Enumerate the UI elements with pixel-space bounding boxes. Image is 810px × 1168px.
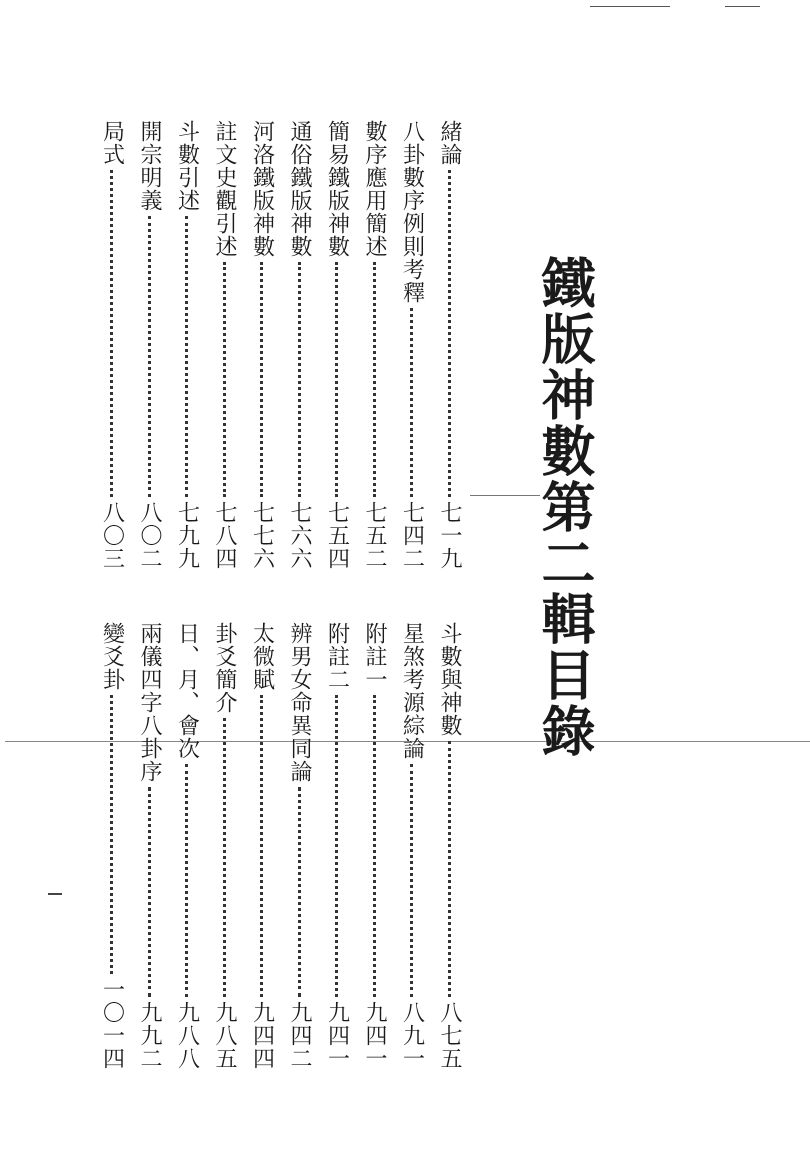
toc-entry [174,120,200,570]
toc-entry-title: 斗數與神數 [437,622,462,737]
toc-entry-page: 九四一 [362,1001,387,1070]
toc-entry [324,622,350,1070]
toc-entry-page: 七一九 [437,501,462,570]
toc-entry-page: 九九二 [137,1001,162,1070]
toc-entry-title: 緒論 [437,120,462,166]
toc-entry-title: 兩儀四字八卦序 [137,622,162,783]
toc-entry-page: 八〇三 [99,501,125,570]
leader-dots [410,764,413,997]
leader-dots [260,695,263,997]
leader-dots [298,262,301,497]
toc-entry-page: 九四二 [287,1001,312,1070]
toc-entry-page: 一〇一四 [99,978,125,1070]
scan-line-top [590,6,670,7]
leader-dots [223,718,226,997]
toc-entry-page: 九四四 [249,1001,275,1070]
toc-entry-title: 河洛鐵版神數 [249,120,275,258]
leader-dots [373,695,376,997]
toc-entry [324,120,350,570]
toc-entry-title: 變爻卦 [99,622,125,691]
toc-entry-title: 星煞考源綜論 [399,622,425,760]
toc-entry-page: 七五四 [324,501,350,570]
scan-line-title [470,495,540,496]
toc-entry-page: 八七五 [437,1001,462,1070]
toc-entry [136,622,162,1070]
toc-entry [286,120,312,570]
toc-entry-title: 局式 [99,120,125,166]
toc-entry-title: 簡易鐵版神數 [324,120,350,258]
toc-entry [174,622,200,1070]
scan-line-top-right [725,6,760,7]
leader-dots [298,787,301,997]
leader-dots [410,308,413,497]
toc-entry [436,622,462,1070]
toc-entry [249,622,275,1070]
toc-entry [361,622,387,1070]
toc-entry-title: 附註二 [324,622,350,691]
leader-dots [223,262,226,497]
toc-entry-title: 八卦數序例則考釋 [399,120,425,304]
leader-dots [148,787,151,997]
leader-dots [448,741,451,997]
toc-entry [99,622,125,1070]
toc-entry-page: 七八四 [212,501,237,570]
leader-dots [110,170,113,497]
toc-entry-title: 通俗鐵版神數 [287,120,312,258]
toc-entry-page: 九四一 [324,1001,350,1070]
page-title: 鐵版神數第二輯目錄 [533,255,597,759]
toc-entry-page: 七五二 [362,501,387,570]
leader-dots [110,695,113,974]
leader-dots [185,216,188,497]
toc-entry-title: 日、月、會次 [174,622,200,760]
leader-dots [148,216,151,497]
leader-dots [260,262,263,497]
toc-entry-page: 七四二 [399,501,425,570]
scan-mark-left [48,893,62,895]
toc-entry [399,622,425,1070]
toc-entry-title: 太微賦 [249,622,275,691]
toc-entry [399,120,425,570]
leader-dots [373,262,376,497]
toc-entry-title: 斗數引述 [174,120,200,212]
leader-dots [335,695,338,997]
toc-entry [286,622,312,1070]
toc-entry-title: 數序應用簡述 [362,120,387,258]
toc-entry [436,120,462,570]
toc-entry [361,120,387,570]
leader-dots [335,262,338,497]
toc-entry-page: 八〇二 [137,501,162,570]
toc-entry-page: 九八五 [212,1001,237,1070]
toc-entry-title: 辨男女命異同論 [287,622,312,783]
toc-entry [211,120,237,570]
toc-entry [211,622,237,1070]
toc-entry [99,120,125,570]
toc-entry-page: 七六六 [287,501,312,570]
toc-entry-title: 註文史觀引述 [212,120,237,258]
leader-dots [185,764,188,997]
toc-entry-page: 八九一 [399,1001,425,1070]
toc-entry [136,120,162,570]
toc-entry-title: 卦爻簡介 [212,622,237,714]
toc-entry-page: 七九九 [174,501,200,570]
toc-entry [249,120,275,570]
toc-entry-page: 九八八 [174,1001,200,1070]
toc-entry-title: 開宗明義 [137,120,162,212]
toc-entry-title: 附註一 [362,622,387,691]
toc-entry-page: 七七六 [249,501,275,570]
leader-dots [448,170,451,497]
